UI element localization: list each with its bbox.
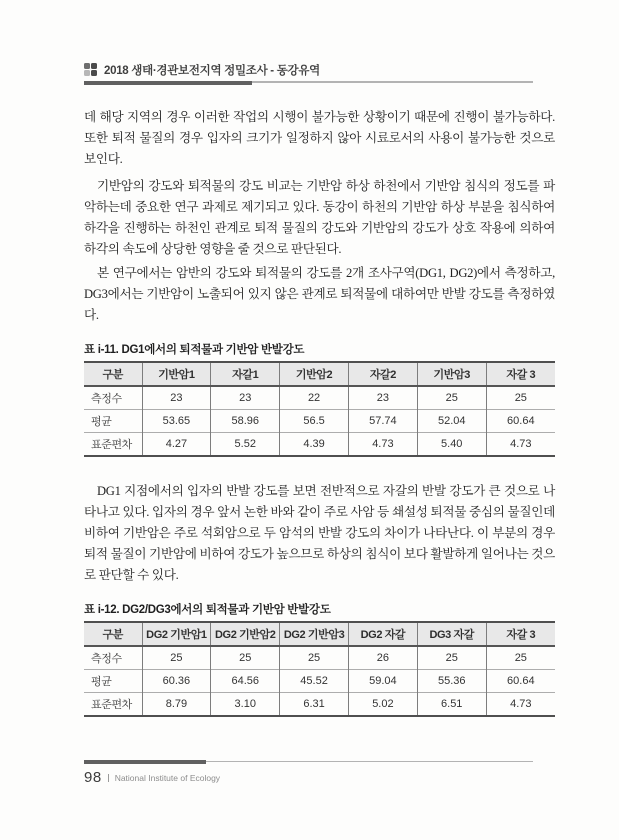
report-title: 2018 생태·경관보전지역 정밀조사 - 동강유역 bbox=[104, 64, 320, 77]
column-header: 기반암1 bbox=[142, 362, 211, 386]
cell: 25 bbox=[417, 386, 486, 410]
table-row bbox=[84, 646, 555, 670]
cell: 8.79 bbox=[142, 693, 211, 717]
cell: 59.04 bbox=[348, 670, 417, 693]
table-row bbox=[84, 693, 555, 717]
column-header: DG2 자갈 bbox=[348, 622, 417, 646]
page-number: 98 bbox=[84, 769, 102, 786]
cell: 25 bbox=[417, 646, 486, 670]
cell: 56.5 bbox=[280, 410, 349, 433]
cell: 23 bbox=[142, 386, 211, 410]
cell: 5.52 bbox=[211, 433, 280, 457]
column-header: 구분 bbox=[84, 362, 142, 386]
cell: 25 bbox=[142, 646, 211, 670]
row-label: 평균 bbox=[84, 410, 142, 433]
cell: 58.96 bbox=[211, 410, 280, 433]
cell: 4.73 bbox=[486, 693, 555, 717]
column-header: 기반암3 bbox=[417, 362, 486, 386]
footer-separator bbox=[108, 774, 109, 782]
column-header: 자갈1 bbox=[211, 362, 280, 386]
table-dg1 bbox=[84, 361, 555, 457]
cell: 64.56 bbox=[211, 670, 280, 693]
row-label: 표준편차 bbox=[84, 433, 142, 457]
publisher-name: National Institute of Ecology bbox=[114, 772, 221, 783]
cell: 23 bbox=[211, 386, 280, 410]
column-header: DG2 기반암1 bbox=[142, 622, 211, 646]
header-dots-icon bbox=[84, 63, 97, 76]
cell: 4.73 bbox=[348, 433, 417, 457]
cell: 6.51 bbox=[417, 693, 486, 717]
paragraph-1: 데 해당 지역의 경우 이러한 작업의 시행이 불가능한 상황이기 때문에 진행이 불가능하다. 또한 퇴적 물질의 경우 입자의 크기가 일정하지 않아 시료로서의 사용이 불가능한 것으로 보인다. bbox=[84, 110, 555, 166]
header-rule bbox=[84, 81, 555, 85]
cell: 60.64 bbox=[486, 410, 555, 433]
cell: 45.52 bbox=[280, 670, 349, 693]
table-2-caption: 표 i-12. DG2/DG3에서의 퇴적물과 기반암 반발강도 bbox=[84, 604, 331, 616]
cell: 53.65 bbox=[142, 410, 211, 433]
column-header: 자갈2 bbox=[348, 362, 417, 386]
cell: 25 bbox=[211, 646, 280, 670]
column-header: DG2 기반암2 bbox=[211, 622, 280, 646]
row-label: 측정수 bbox=[91, 653, 122, 665]
cell: 57.74 bbox=[348, 410, 417, 433]
table-row bbox=[84, 670, 555, 693]
cell: 3.10 bbox=[211, 693, 280, 717]
row-label: 표준편차 bbox=[84, 693, 142, 717]
column-header: DG3 자갈 bbox=[417, 622, 486, 646]
footer-rule bbox=[84, 760, 555, 764]
column-header: 구분 bbox=[84, 622, 142, 646]
paragraph-3: 본 연구에서는 암반의 강도와 퇴적물의 강도를 2개 조사구역(DG1, DG2)에서 측정하고, DG3에서는 기반암이 노출되어 있지 않은 관계로 퇴적물에 대하여만 반발 강도를 측정하였다. bbox=[84, 266, 555, 322]
cell: 60.64 bbox=[486, 670, 555, 693]
paragraph-4: DG1 지점에서의 입자의 반발 강도를 보면 전반적으로 자갈의 반발 강도가 큰 것으로 나타나고 있다. 입자의 경우 앞서 논한 바와 같이 주로 사암 등 쇄설성 퇴적물 중심의 물질인데 비하여 기반암은 주로 석회암으로 두 암석의 반발 강도의 차이가 나타난다. 이 부분의 경우 퇴적 물질이 기반암에 비하여 강도가 높으므로 하상의 침식이 보다 활발하게 일어나는 것으로 판단할 수 있다. bbox=[84, 484, 555, 582]
page-footer bbox=[84, 769, 220, 786]
cell: 4.73 bbox=[486, 433, 555, 457]
row-label: 평균 bbox=[84, 670, 142, 693]
column-header: 기반암2 bbox=[280, 362, 349, 386]
table-row bbox=[84, 433, 555, 457]
cell: 22 bbox=[280, 386, 349, 410]
cell: 6.31 bbox=[280, 693, 349, 717]
column-header: DG2 기반암3 bbox=[280, 622, 349, 646]
table-header-row bbox=[84, 362, 555, 386]
cell: 25 bbox=[280, 646, 349, 670]
table-row bbox=[84, 386, 555, 410]
table-dg2-dg3 bbox=[84, 621, 555, 717]
table-1-caption: 표 i-11. DG1에서의 퇴적물과 기반암 반발강도 bbox=[84, 344, 305, 356]
cell: 25 bbox=[486, 646, 555, 670]
paragraph-2: 기반암의 강도와 퇴적물의 강도 비교는 기반암 하상 하천에서 기반암 침식의 정도를 파악하는데 중요한 연구 과제로 제기되고 있다. 동강이 하천의 기반암 하상 부분을 침식하여 하각을 진행하는 하천인 관계로 퇴적 물질의 강도와 기반암의 강도가 상호 작용에 의하여 하각의 속도에 상당한 영향을 줄 것으로 판단된다. bbox=[84, 179, 555, 256]
page-header bbox=[84, 61, 555, 85]
cell: 60.36 bbox=[142, 670, 211, 693]
column-header: 자갈 3 bbox=[486, 622, 555, 646]
cell: 23 bbox=[348, 386, 417, 410]
cell: 4.27 bbox=[142, 433, 211, 457]
row-label: 측정수 bbox=[91, 393, 122, 405]
column-header: 자갈 3 bbox=[486, 362, 555, 386]
cell: 5.02 bbox=[348, 693, 417, 717]
table-row bbox=[84, 410, 555, 433]
cell: 25 bbox=[486, 386, 555, 410]
cell: 4.39 bbox=[280, 433, 349, 457]
cell: 26 bbox=[348, 646, 417, 670]
table-header-row bbox=[84, 622, 555, 646]
cell: 55.36 bbox=[417, 670, 486, 693]
cell: 5.40 bbox=[417, 433, 486, 457]
cell: 52.04 bbox=[417, 410, 486, 433]
